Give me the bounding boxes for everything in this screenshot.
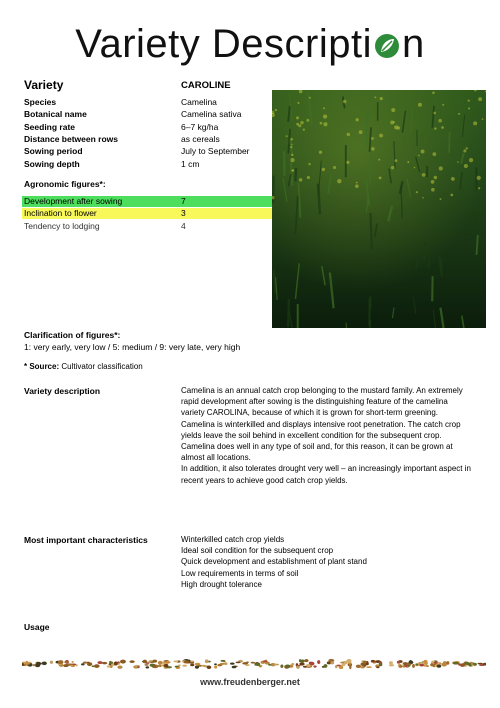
agronomic-label: Development after sowing [24,196,123,206]
source-value: Cultivator classification [61,362,143,371]
spec-value: July to September [181,146,250,157]
description-line: rapid development after sowing is the distinguishing feature of the camelina [181,397,448,407]
description-line: Camelina does well in any type of soil and, for this reason, it can be grown at [181,442,453,452]
agronomic-heading: Agronomic figures*: [24,179,106,189]
spec-value: as cereals [181,133,220,144]
spec-label: Botanical name [24,109,87,120]
spec-value: 1 cm [181,158,200,169]
description-label: Variety description [24,386,101,396]
agronomic-value: 4 [181,220,186,231]
characteristic-item: Winterkilled catch crop yields [181,535,285,544]
source-label: * Source: [24,362,60,371]
clarification-heading: Clarification of figures*: [24,330,121,340]
agronomic-value: 7 [181,196,186,206]
footer-url: www.freudenberger.net [200,677,300,687]
source-note [24,362,143,371]
agronomic-label: Tendency to lodging [24,220,100,231]
description-line: yields leave the soil behind in excellent condition for the subsequent crop. [181,430,442,440]
description-line: Camelina is winterkilled and displays intensive root penetration. The catch crop [181,419,461,429]
description-line: variety CAROLINA, because of which it is grown for short-term greening. [181,408,438,418]
page-title: Variety Descripti n [75,22,425,66]
characteristic-item: Quick development and establishment of plant stand [181,557,367,567]
spec-label: Species [24,97,57,107]
spec-label: Sowing period [24,146,83,157]
usage-label: Usage [24,622,50,632]
spec-value: 6–7 kg/ha [181,121,219,132]
spec-value: Camelina sativa [181,109,242,120]
leaf-logo-icon [373,32,401,60]
characteristic-item: Low requirements in terms of soil [181,568,299,578]
seed-strip-image [22,656,486,672]
characteristics-list [181,534,481,590]
characteristics-label: Most important characteristics [24,535,148,545]
spec-value: Camelina [181,97,217,107]
description-text [181,385,481,486]
agronomic-value: 3 [181,208,186,219]
description-line: Camelina is an annual catch crop belonging to the mustard family. An extremely [181,386,463,395]
spec-label: Distance between rows [24,133,119,144]
description-line: recent years to achieve good catch crop yields. [181,475,348,485]
characteristic-item: Ideal soil condition for the subsequent crop [181,546,334,556]
agronomic-label: Inclination to flower [24,208,97,219]
variety-label: Variety [24,78,64,92]
variety-value: CAROLINE [181,80,231,91]
description-line: almost all locations. [181,453,251,463]
characteristic-item: High drought tolerance [181,579,262,589]
spec-label: Sowing depth [24,158,80,169]
crop-photo [272,90,486,328]
description-line: In addition, it also tolerates drought very well – an increasingly important aspect in [181,464,471,474]
spec-label: Seeding rate [24,121,76,132]
clarification-text: 1: very early, very low / 5: medium / 9: very late, very high [24,342,241,352]
